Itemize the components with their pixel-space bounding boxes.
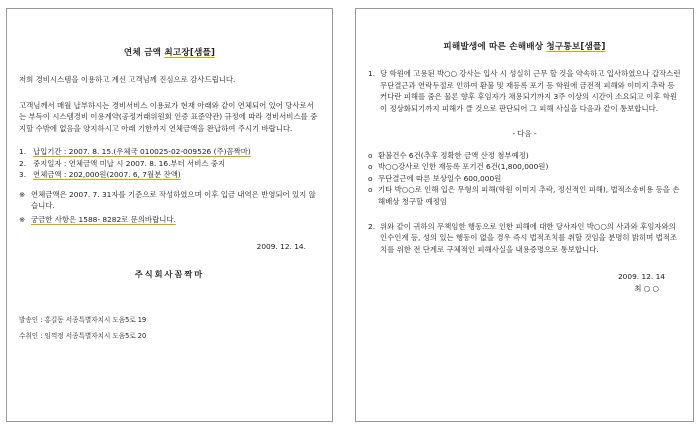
left-note: ※ 연체금액은 2007. 7. 31자를 기준으로 작성하였으며 이후 입금 내역은 반영되어 있지 않습니다. — [19, 189, 316, 211]
right-document-title: 피해발생에 따른 손해배상 청구통보[샘플] — [443, 42, 606, 52]
left-date: 2009. 12. 14. — [256, 242, 306, 251]
left-item-list — [19, 146, 320, 180]
right-paragraph-2: 2. 위와 같이 귀하의 무책임한 행동으로 인한 피해에 대한 당사자인 박○○의 사과와 후임자와의 인수인계 등, 성의 있는 행동이 없을 경우 즉시 법적조치를 취할 것임을 분명히 밝히며 법적조치를 위한 전 단계로 구체적인 피해사실을 내용증명으로 통보합니다. — [368, 222, 678, 254]
sender-line: 발송인 : 홍길동 서종특별자치시 도움5로 19 — [19, 316, 147, 325]
receiver-line: 수취인 : 임꺽정 서종특별자치시 도움5로 20 — [19, 332, 147, 341]
list-item: 2. 중지일자 : 연체금액 미납 시 2007. 8. 16.부터 서비스 중지 — [19, 158, 226, 168]
right-center-heading: - 다음 - — [512, 129, 537, 139]
list-item: 3. 연체금액 : 202,000원(2007. 6, 7월분 잔액) — [19, 170, 181, 180]
left-body: 고객님께서 매월 납부하시는 경비서비스 이용료가 현재 아래와 같이 연체되어 있어 당사로서는 부득이 시스템경비 이용계약(공정거래위원회 인증 표준약관) 규정에 따라 경비서비스를 중지할 수밖에 없음을 양지하시고 아래 기한까지 연체금액을 완납하여 주시기 바랍니다. — [19, 100, 318, 133]
list-item: 1. 납입기간 : 2007. 8. 15.(우체국 010025-02-009526 (주)꼼짝마) — [19, 147, 251, 157]
right-bullet-list — [368, 150, 681, 207]
right-date: 2009. 12. 14 — [617, 272, 665, 282]
damage-claim-document — [355, 8, 694, 422]
list-item: o 기타 박○○로 인해 입은 무형의 피해(학원 이미지 추락, 정신적인 피해), 법적소송비용 등을 손해배상 청구할 예정임 — [368, 185, 680, 206]
right-paragraph-1: 1. 당 학원에 고용된 박○○ 강사는 입사 시 성실히 근무 할 것을 약속하고 입사하였으나 갑작스런 무단결근과 연락두절로 인하여 환불 및 재등록 포기 등 학원에 금전적 피해와 이미지 추락 등 커다란 피해를 줌은 물론 향후 후임자가 채용되기까지 3주 이상의 시간이 소요되고 이후 학원이 정상화되기까지 피해가 클 것으로 판단되어 그 피해 사실을 다음과 같이 통보합니다. — [368, 69, 681, 113]
signer-name: 최 ○ ○ — [634, 283, 659, 293]
company-name: 주식회사꼼짝마 — [134, 269, 205, 280]
left-greeting: 저희 경비시스템을 이용하고 계신 고객님께 진심으로 감사드립니다. — [19, 75, 236, 85]
list-item: o 박○○강사로 인한 재등록 포기건 6건(1,800,000원) — [368, 162, 549, 172]
list-item: o 환불건수 6건(추후 정확한 금액 산정 첨부예정) — [368, 150, 529, 160]
left-note: ※ 궁금한 사항은 1588- 8282로 문의바랍니다. — [19, 214, 176, 224]
overdue-notice-document — [6, 8, 333, 422]
left-document-title: 연체 금액 최고장[샘플] — [123, 48, 216, 58]
address-block — [19, 315, 320, 341]
list-item: o 무단결근에 따른 보상일수 600,000원 — [368, 173, 502, 183]
